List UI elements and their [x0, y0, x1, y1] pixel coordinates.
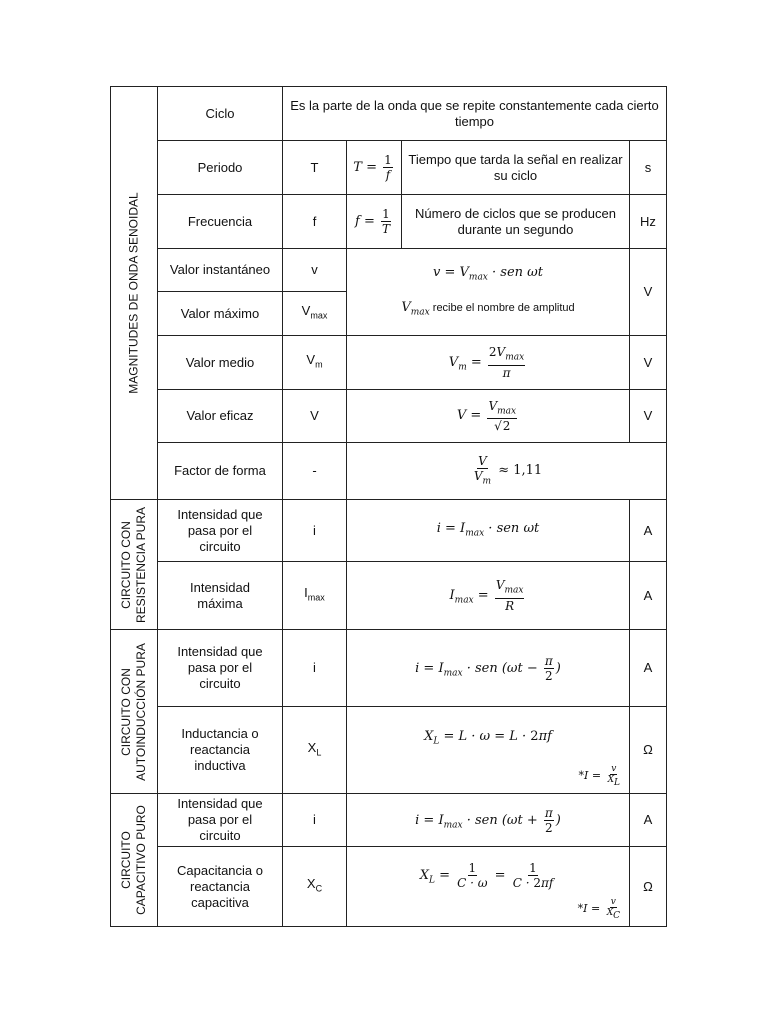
row-medio [111, 336, 667, 390]
formula-r-imax: $I_{max}$ = $V_{max}$ R [449, 578, 524, 613]
description-cell: Tiempo que tarda la señal en realizar su ciclo [402, 141, 630, 195]
row-eficaz [111, 390, 667, 443]
section-label: MAGNITUDES DE ONDA SENOIDAL [126, 192, 141, 394]
unit-cell: V [630, 390, 667, 443]
formula-cell [347, 195, 402, 249]
formula-cell [347, 630, 630, 707]
symbol-cell: i [283, 500, 347, 562]
symbol-cell: - [283, 443, 347, 500]
formula-frequency: f = $\frac{1}{T}$ [355, 207, 390, 236]
formula-cell [347, 847, 630, 927]
unit-cell: s [630, 141, 667, 195]
row-instantaneo [111, 249, 667, 292]
name-cell: Frecuencia [158, 195, 283, 249]
row-periodo [111, 141, 667, 195]
unit-cell: A [630, 562, 667, 630]
unit-cell: Ω [630, 847, 667, 927]
name-cell: Factor de forma [158, 443, 283, 500]
formula-l-reactance: $X_L = L \cdot \omega = L \cdot 2\pi f$ [424, 729, 552, 747]
formula-l-current: $i = I_{max}$ · sen (ωt − $\frac{\pi}{2}$ ) [415, 653, 561, 683]
formula-cell [347, 562, 630, 630]
formula-period: T = $\frac{1}{f}$ [353, 153, 392, 182]
description-cell: Es la parte de la onda que se repite constantemente cada cierto tiempo [283, 87, 667, 141]
unit-cell: Hz [630, 195, 667, 249]
formula-cell [347, 794, 630, 847]
name-cell: Ciclo [158, 87, 283, 141]
unit-cell: A [630, 500, 667, 562]
symbol-cell: v [283, 249, 347, 292]
section-label: CIRCUITO CON AUTOINDUCCIÓN PURA [119, 642, 148, 781]
formula-form-factor: $\frac{V}{V_m}$ ≈ 1,11 [473, 453, 543, 487]
symbol-cell: $X_L$ [283, 707, 347, 794]
symbol-cell: $V_{max}$ [283, 292, 347, 336]
name-cell: Valor máximo [158, 292, 283, 336]
name-cell: Inductancia o reactancia inductiva [158, 707, 283, 794]
symbol-cell: i [283, 794, 347, 847]
name-cell: Valor instantáneo [158, 249, 283, 292]
row-l-intensidad [111, 630, 667, 707]
formula-cell [347, 336, 630, 390]
formula-cell [347, 707, 630, 794]
section-label: CIRCUITO CAPACITIVO PURO [119, 805, 148, 915]
symbol-cell: V [283, 390, 347, 443]
formula-rms: V = $V_{max}$ √2 [456, 398, 517, 434]
formula-c-current: $i = I_{max}$ · sen (ωt + $\frac{\pi}{2}$ ) [415, 805, 561, 835]
name-cell: Intensidad que pasa por el circuito [158, 500, 283, 562]
note-l-current: *I = $\frac{v}{X_L}$ [578, 764, 620, 788]
symbol-cell: T [283, 141, 347, 195]
symbol-cell: $V_m$ [283, 336, 347, 390]
row-l-reactancia [111, 707, 667, 794]
unit-cell: V [630, 249, 667, 336]
section-resistencia [111, 500, 158, 630]
amplitude-note: recibe el nombre de amplitud [432, 301, 575, 314]
section-label: CIRCUITO CON RESISTENCIA PURA [119, 506, 148, 623]
formula-table [110, 86, 667, 927]
note-c-current: *I = $\frac{v}{X_C}$ [577, 897, 620, 921]
row-frecuencia [111, 195, 667, 249]
description-cell: Número de ciclos que se producen durante un segundo [402, 195, 630, 249]
symbol-cell: $X_C$ [283, 847, 347, 927]
row-forma [111, 443, 667, 500]
unit-cell: V [630, 336, 667, 390]
row-ciclo [111, 87, 667, 141]
formula-instantaneous: $v = V_{max}$ · sen ωt [433, 264, 543, 283]
row-r-imax [111, 562, 667, 630]
name-cell: Capacitancia o reactancia capacitiva [158, 847, 283, 927]
name-cell: Periodo [158, 141, 283, 195]
symbol-cell: f [283, 195, 347, 249]
formula-c-reactance: $X_L$ = $\frac{1}{C \cdot \omega}$ = $\frac{1}{C \cdot 2\pi f}$ [419, 861, 554, 890]
name-cell: Valor eficaz [158, 390, 283, 443]
formula-mean: $V_m$ = $2V_{max}$ π [448, 345, 525, 380]
unit-cell: A [630, 794, 667, 847]
formula-cell: $v = V_{max}$ · sen ωt $V_{max}$ recibe el nombre de amplitud [347, 249, 630, 336]
unit-cell: Ω [630, 707, 667, 794]
symbol-cell: $I_{max}$ [283, 562, 347, 630]
symbol-cell: i [283, 630, 347, 707]
row-c-intensidad [111, 794, 667, 847]
formula-cell [347, 141, 402, 195]
name-cell: Intensidad que pasa por el circuito [158, 794, 283, 847]
section-magnitudes [111, 87, 158, 500]
formula-cell [347, 390, 630, 443]
formula-cell [347, 443, 667, 500]
row-c-reactancia [111, 847, 667, 927]
name-cell: Intensidad máxima [158, 562, 283, 630]
name-cell: Valor medio [158, 336, 283, 390]
section-autoinduccion [111, 630, 158, 794]
name-cell: Intensidad que pasa por el circuito [158, 630, 283, 707]
formula-r-current: $i = I_{max}$ · sen ωt [436, 520, 540, 539]
row-r-intensidad [111, 500, 667, 562]
section-capacitivo [111, 794, 158, 927]
formula-cell [347, 500, 630, 562]
unit-cell: A [630, 630, 667, 707]
